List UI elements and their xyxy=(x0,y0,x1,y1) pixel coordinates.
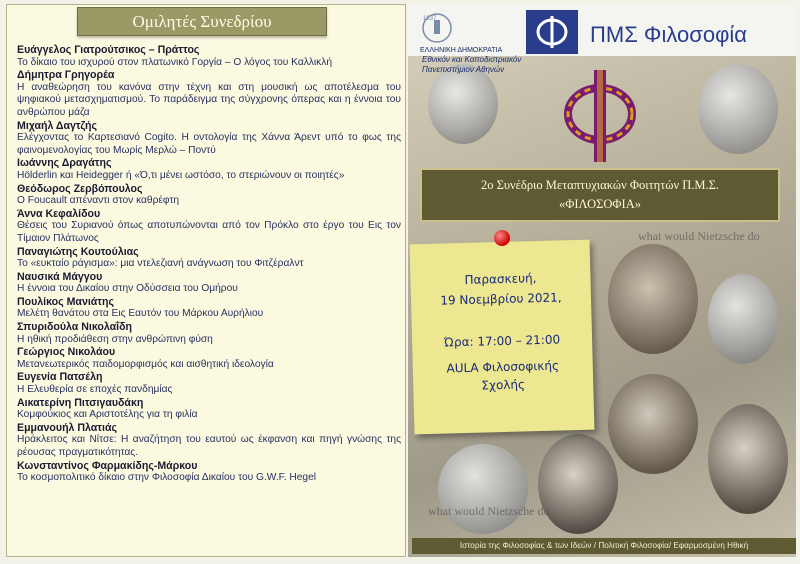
speaker-entry xyxy=(17,346,401,371)
speaker-talk-title: Ελέγχοντας το Καρτεσιανό Cogito. Η οντολογία της Χάννα Άρεντ υπό το φως της φαινομενολογίας του Μωρίς Μερλώ – Ποντύ xyxy=(17,132,401,156)
conference-title-line1: 2ο Συνέδριο Μεταπτυχιακών Φοιτητών Π.Μ.Σ. xyxy=(480,178,720,192)
speaker-talk-title: Hölderlin και Heidegger ή «Ό,τι μένει ωστόσο, το στεριώνουν οι ποιητές» xyxy=(17,169,345,181)
speaker-talk-title: Η Ελευθερία σε εποχές πανδημίας xyxy=(17,384,173,396)
speaker-talk-title: Το κοσμοπολιτικό δίκαιο στην Φιλοσοφία Δικαίου του G.W.F. Hegel xyxy=(17,472,317,484)
speaker-entry xyxy=(17,246,401,271)
phi-logo-icon xyxy=(526,10,578,54)
speaker-name: Εμμανουήλ Πλατιάς xyxy=(17,421,117,434)
pushpin-icon xyxy=(494,230,510,246)
university-seal-icon xyxy=(420,12,454,48)
speaker-name: Αικατερίνη Πιτσιγαυδάκη xyxy=(17,396,144,409)
speaker-entry xyxy=(17,397,401,422)
event-venue: AULA Φιλοσοφικής xyxy=(446,358,560,376)
speaker-talk-title: Η ηθική προδιάθεση στην ανθρώπινη φύση xyxy=(17,333,213,345)
background-text: what would Nietzsche do xyxy=(638,229,760,243)
speaker-name: Ευγενία Πατσέλη xyxy=(17,371,103,384)
event-date: 19 Νοεμβρίου 2021, xyxy=(440,290,562,308)
speaker-entry xyxy=(17,422,401,460)
speaker-talk-title: Κομφούκιος και Αριστοτέλης για τη φιλία xyxy=(17,409,198,421)
speaker-name: Κωνσταντίνος Φαρμακίδης-Μάρκου xyxy=(17,459,198,472)
speaker-name: Πουλίκος Μανιάτης xyxy=(17,295,114,308)
speaker-talk-title: Ηράκλειτος και Νίτσε: Η αναζήτηση του εαυτού ως έκφανση και πηγή γνώσης της ρέουσας πραγματικότητας. xyxy=(17,434,401,458)
speaker-name: Ναυσικά Μάγγου xyxy=(17,270,103,283)
conference-title-box xyxy=(420,168,780,222)
phi-symbol-icon xyxy=(558,66,642,166)
speaker-name: Ιωάννης Δραγάτης xyxy=(17,157,112,170)
speaker-entry xyxy=(17,69,401,119)
speaker-name: Παναγιώτης Κουτούλιας xyxy=(17,245,139,258)
speaker-entry xyxy=(17,321,401,346)
speakers-title: Ομιλητές Συνεδρίου xyxy=(77,7,327,36)
speaker-entry xyxy=(17,183,401,208)
footer-band: Ιστορία της Φιλοσοφίας & των Ιδεών / Πολιτική Φιλοσοφία/ Εφαρμοσμένη Ηθική xyxy=(412,538,796,554)
speaker-talk-title: Μετανεωτερικός παιδομορφισμός και αισθητική ιδεολογία xyxy=(17,358,274,370)
speaker-entry xyxy=(17,371,401,396)
university-name: Εθνικόν και Καποδιστριακόν Πανεπιστήμιον Αθηνών xyxy=(422,55,522,74)
background-text: what would Nietzsche do xyxy=(428,504,550,518)
speaker-entry xyxy=(17,157,401,182)
event-day: Παρασκευή, xyxy=(464,271,537,287)
speaker-name: Θεόδωρος Ζερβόπουλος xyxy=(17,182,143,195)
svg-text:1837: 1837 xyxy=(423,16,437,22)
conference-title-line2: «ΦΙΛΟΣΟΦΙΑ» xyxy=(558,197,641,211)
header-band xyxy=(408,4,796,74)
speaker-talk-title: Η έννοια του Δικαίου στην Οδύσσεια του Ομήρου xyxy=(17,283,238,295)
speaker-name: Μιχαήλ Δαγτζής xyxy=(17,119,97,132)
speaker-entry xyxy=(17,44,401,69)
speaker-talk-title: Το «ευκταίο ράγισμα»: μια ντελεζιανή ανάγνωση του Φιτζέραλντ xyxy=(17,258,304,270)
speaker-name: Γεώργιος Νικολάου xyxy=(17,346,116,359)
speaker-talk-title: Ο Foucault απέναντι στον καθρέφτη xyxy=(17,195,180,207)
speakers-panel xyxy=(6,4,406,557)
speaker-name: Ευάγγελος Γιατρούτσικος – Πράττος xyxy=(17,44,200,56)
speaker-name: Άννα Κεφαλίδου xyxy=(17,207,101,220)
speaker-name: Δήμητρα Γρηγορέα xyxy=(17,69,115,82)
speaker-talk-title: Μελέτη θανάτου στα Εις Εαυτόν του Μάρκου Αυρήλιου xyxy=(17,308,264,320)
sticky-note xyxy=(410,240,595,435)
speakers-list xyxy=(17,44,401,485)
speaker-entry xyxy=(17,271,401,296)
speaker-entry xyxy=(17,120,401,158)
event-time: Ώρα: 17:00 – 21:00 xyxy=(443,332,561,350)
program-label: ΠΜΣ Φιλοσοφία xyxy=(590,22,747,47)
poster-panel xyxy=(408,4,796,557)
speaker-talk-title: Η αναθεώρηση του κανόνα στην τέχνη και στη μουσική ως αποτέλεσμα του ψηφιακού μετασχηματισμού. Το παράδειγμα της σύγχρονης όπερας και η έννοια του ανθρώπου μάζα xyxy=(17,81,401,118)
speaker-talk-title: Το δίκαιο του ισχυρού στον πλατωνικό Γοργία – Ο λόγος του Καλλικλή xyxy=(17,56,333,68)
speaker-name: Σπυριδούλα Νικολαΐδη xyxy=(17,321,132,334)
speaker-talk-title: Θέσεις του Συριανού όπως αποτυπώνονται από τον Πρόκλο στο έργο του Εις τον Τίμαιον Πλάτωνος xyxy=(17,220,401,244)
event-venue-line2: Σχολής xyxy=(481,377,526,393)
republic-label: ΕΛΛΗΝΙΚΗ ΔΗΜΟΚΡΑΤΙΑ xyxy=(420,47,503,54)
speaker-entry xyxy=(17,296,401,321)
speaker-entry xyxy=(17,460,401,485)
speaker-entry xyxy=(17,208,401,246)
